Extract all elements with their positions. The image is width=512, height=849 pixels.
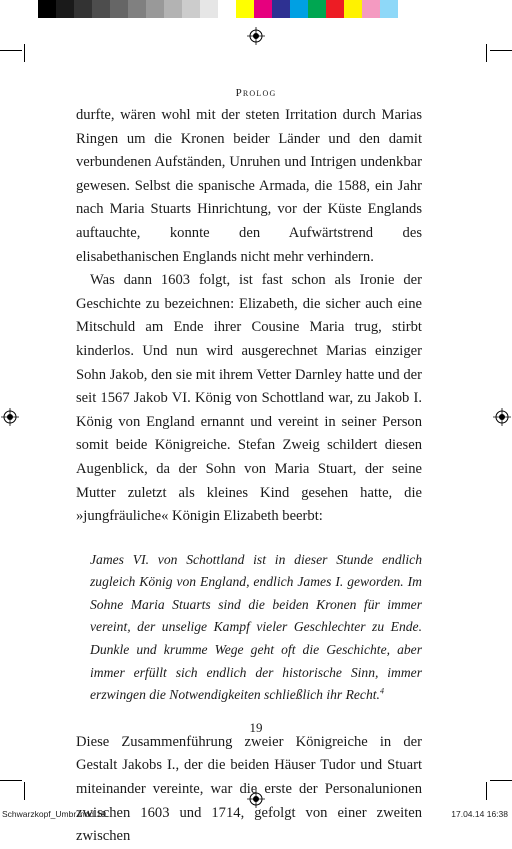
crop-mark <box>0 50 22 51</box>
color-swatch <box>218 0 236 18</box>
paragraph: Diese Zusammenführung zweier Königreiche in der Gestalt Jakobs I., der die beiden Häuser Tudor und Stuart miteinander vereinte, war die erste der Personalunionen zwischen 1603 und 1714, gefolgt von einer zweiten zwischen <box>76 733 422 845</box>
color-swatch <box>272 0 290 18</box>
quote-text: James VI. von Schottland ist in dieser Stunde endlich zugleich König von England, endlich James I. geworden. Im Sohne Maria Stuarts sind die beiden Kronen für immer vereint, der unselige Kampf vieler Geschlechter zu Ende. Dunkle und krumme Wege geht oft die Geschichte, aber immer erfüllt sich endlich der historische Sinn, immer erzwingen die Notwendigkeiten schließlich ihr Recht. <box>90 551 422 703</box>
color-swatch <box>344 0 362 18</box>
color-swatch <box>290 0 308 18</box>
color-swatch <box>362 0 380 18</box>
registration-mark-icon <box>247 27 265 45</box>
color-swatch <box>200 0 218 18</box>
block-quote <box>90 549 422 707</box>
color-swatch <box>326 0 344 18</box>
slug-timestamp: 17.04.14 16:38 <box>451 809 508 819</box>
color-swatch <box>308 0 326 18</box>
registration-mark-icon <box>493 408 511 426</box>
color-swatch <box>398 0 416 18</box>
color-swatch <box>254 0 272 18</box>
crop-mark <box>24 44 25 62</box>
color-swatch <box>128 0 146 18</box>
page-number: 19 <box>249 720 263 735</box>
color-swatch <box>38 0 56 18</box>
color-swatch <box>164 0 182 18</box>
color-swatch <box>236 0 254 18</box>
footnote-reference: 4 <box>379 686 384 696</box>
color-swatch <box>380 0 398 18</box>
color-swatch <box>182 0 200 18</box>
color-swatch <box>110 0 128 18</box>
paragraph: durfte, wären wohl mit der steten Irritation durch Marias Ringen um die Kronen beider Länder und den damit verbundenen Aufständen, Unruhen und Intrigen undenkbar gewesen. Selbst die spanische Armada, die 1588, ein Jahr nach Maria Stuarts Hinrichtung, vor der Küste Englands auftauchte, konnte den Aufwärtstrend des elisabethanischen Englands nicht mehr verhindern. <box>76 107 422 265</box>
crop-mark <box>486 44 487 62</box>
running-head: Prolog <box>235 87 277 99</box>
crop-mark <box>486 782 487 800</box>
color-swatch <box>92 0 110 18</box>
color-swatch <box>56 0 74 18</box>
crop-mark <box>0 780 22 781</box>
color-control-bar <box>38 0 416 18</box>
color-swatch <box>74 0 92 18</box>
crop-mark <box>490 780 512 781</box>
slug-filename: Schwarzkopf_Umbr.indd 19 <box>2 809 106 819</box>
color-swatch <box>146 0 164 18</box>
paragraph: Was dann 1603 folgt, ist fast schon als Ironie der Geschichte zu bezeichnen: Elizabeth, die sicher auch eine Mitschuld am Ende ihrer Cousine Maria trug, stirbt kinderlos. Und nun wird ausgerechnet Marias einziger Sohn Jakob, den sie mit ihrem Vetter Darnley hatte und der seit 1567 Jakob VI. König von Schottland war, zu Jakob I. König von England ernannt und vereint in seiner Person somit beide Königreiche. Stefan Zweig schildert diesen Augenblick, da der Sohn von Maria Stuart, der seine Mutter zuletzt als kleines Kind gesehen hatte, die »jungfräuliche« Königin Elizabeth beerbt: <box>76 272 422 525</box>
crop-mark <box>24 782 25 800</box>
registration-mark-icon <box>1 408 19 426</box>
crop-mark <box>490 50 512 51</box>
body-text <box>76 104 422 849</box>
